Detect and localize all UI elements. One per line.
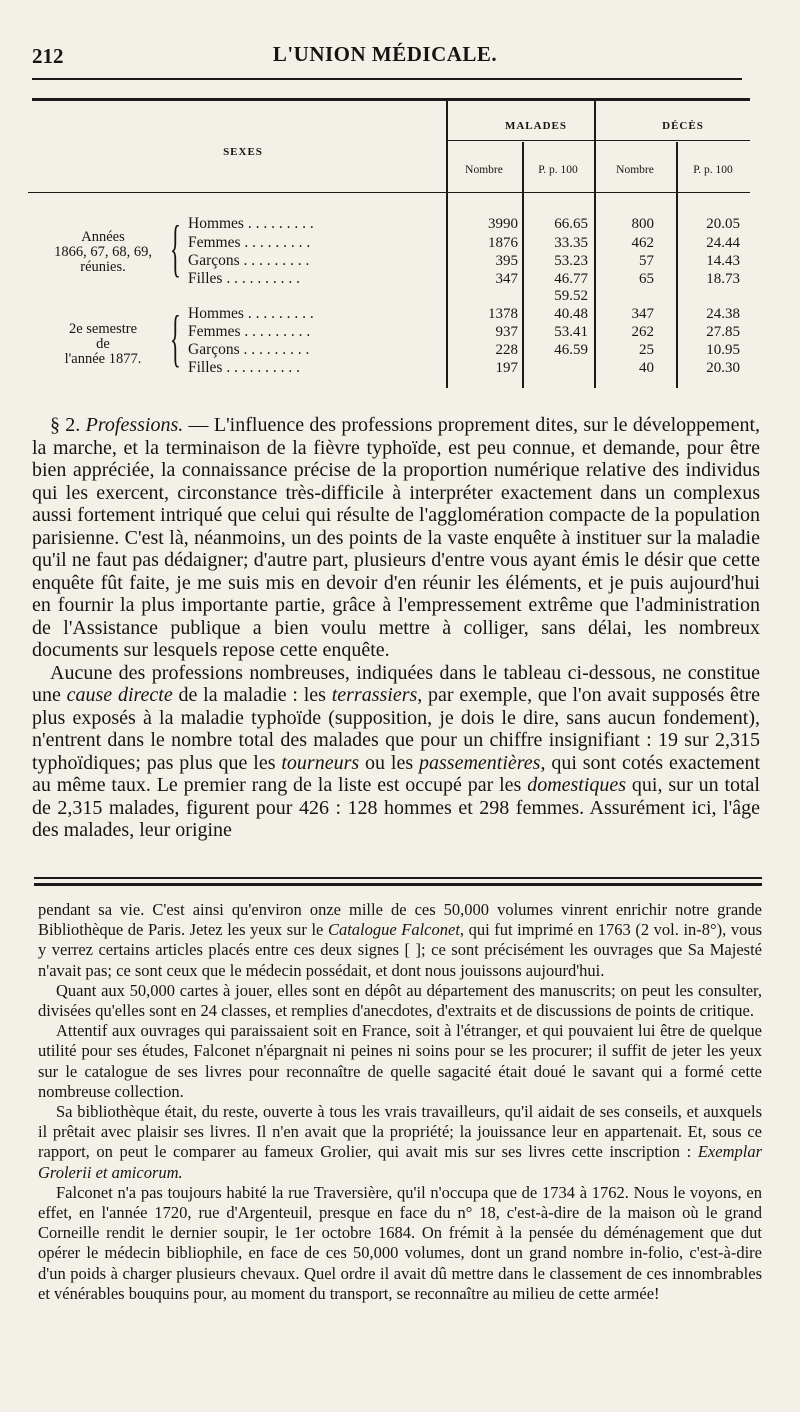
paragraph-text: Aucune des professions nombreuses, indiquées dans le tableau ci-dessous, ne constitue une xyxy=(32,661,760,706)
malades-count: 1876 xyxy=(488,235,518,251)
page-number: 212 xyxy=(32,44,64,68)
section-heading: Professions. xyxy=(85,414,184,436)
subheader-deces-nombre: Nombre xyxy=(616,164,654,176)
malades-count: 937 xyxy=(495,324,518,340)
page-header xyxy=(32,42,738,72)
deces-pct: 27.85 xyxy=(706,324,740,340)
brace-glyph: { xyxy=(170,212,181,283)
deces-pct: 10.95 xyxy=(706,342,740,358)
paragraph-professions xyxy=(32,414,760,662)
table-header-rule xyxy=(28,192,750,193)
paragraph-text: , qui fut imprimé en 1763 (2 vol. in-8°), vous y verrez certains articles placés entre ces deux signes [ ]; ce sont précisément les ouvrages que Sa Majesté n'avait pas; ce sont ceux que le médecin possédait, et dont nous jouissons aujourd'hui. xyxy=(38,920,762,980)
group-label-line: 1866, 67, 68, 69, xyxy=(54,244,152,260)
sex-label: Femmes . . . . . . . . . xyxy=(188,234,311,251)
sex-label: Garçons . . . . . . . . . xyxy=(188,341,310,358)
deces-count: 57 xyxy=(639,253,654,269)
italic-term: tourneurs xyxy=(281,751,360,774)
body-text xyxy=(32,414,760,842)
malades-pct: 40.48 xyxy=(554,306,588,322)
malades-count: 197 xyxy=(495,360,518,376)
malades-pct: 46.77 xyxy=(554,271,588,287)
header-deces: DÉCÈS xyxy=(662,120,704,132)
subheader-malades-pct: P. p. 100 xyxy=(538,164,578,176)
statistics-table xyxy=(28,98,750,393)
header-sexes: SEXES xyxy=(223,146,263,158)
deces-count: 262 xyxy=(631,324,654,340)
malades-pct: 53.41 xyxy=(554,324,588,340)
malades-count: 228 xyxy=(495,342,518,358)
deces-subrule xyxy=(594,140,750,141)
italic-term: Catalogue Falconet xyxy=(327,920,460,940)
paragraph-text: , qui sont cotés exactement au même taux. Le premier rang de la liste est occupé par les xyxy=(32,751,761,796)
deces-count: 462 xyxy=(631,235,654,251)
feuilleton-paragraph: Quant aux 50,000 cartes à jouer, elles sont en dépôt au département des manuscrits; on peut les consulter, divisées qu'elles sont en 24 classes, et remplies d'anecdotes, d'extraits et de discussions de points de critique. xyxy=(38,980,762,1021)
section-sign: § 2. xyxy=(50,414,81,436)
malades-subrule xyxy=(448,140,594,141)
feuilleton-paragraph: Attentif aux ouvrages qui paraissaient soit en France, soit à l'étranger, et qui pouvaient lui être de quelque utilité pour ses études, Falconet n'épargnait ni peines ni soins pour se les procurer; il suffit de jeter les yeux sur le catalogue de ses livres pour reconnaître de quelle sagacité était doué le savant qui a formé cette nombreuse collection. xyxy=(38,1021,762,1101)
deces-pct: 24.44 xyxy=(706,235,740,251)
journal-title: L'UNION MÉDICALE. xyxy=(272,42,498,66)
sex-label: Hommes . . . . . . . . . xyxy=(188,305,314,322)
feuilleton-rule-thin xyxy=(34,877,762,879)
malades-count: 3990 xyxy=(488,216,518,232)
malades-pct: 46.59 xyxy=(554,342,588,358)
paragraph-text: ou les xyxy=(359,751,419,774)
deces-pct: 18.73 xyxy=(706,271,740,287)
feuilleton-text xyxy=(38,900,762,1304)
feuilleton-rule-thick xyxy=(34,883,762,886)
deces-pct: 14.43 xyxy=(706,253,740,269)
italic-term: domestiques xyxy=(527,774,627,796)
subheader-deces-pct: P. p. 100 xyxy=(693,164,733,176)
brace-glyph: { xyxy=(170,302,181,373)
deces-count: 347 xyxy=(631,306,654,322)
malades-pct: 66.65 xyxy=(554,216,588,232)
paragraph-text: , par exemple, que l'on avait supposés être plus exposés à la maladie typhoïde (supposition, je dois le dire, sans aucun fondement), n'entrent dans le nombre total des malades que pour un chiffre insignifiant : 19 sur 2,315 typhoïdiques; pas plus que les xyxy=(32,684,760,774)
feuilleton-paragraph xyxy=(38,900,762,981)
malades-count: 395 xyxy=(495,253,518,269)
italic-term: cause directe xyxy=(66,684,173,706)
italic-term: terrassiers xyxy=(331,684,418,706)
group-label xyxy=(28,230,178,275)
paragraph-text: pendant sa vie. C'est ainsi qu'environ onze mille de ces 50,000 volumes vinrent enrichir notre grande Bibliothèque de Paris. Jetez les yeux sur le xyxy=(38,900,762,940)
paragraph-aucune xyxy=(32,662,760,842)
paragraph-text: Sa bibliothèque était, du reste, ouverte à tous les vrais travailleurs, qu'il aidait de ses conseils, et auxquels il prêtait avec plaisir ses livres. Il n'en avait que la propriété; la jouissance leur en appartenait. Et, sous ce rapport, on peut le comparer au fameux Grolier, qui avait mis sur ses livres cette inscription : xyxy=(38,1102,762,1162)
group-label xyxy=(28,322,178,367)
header-malades: MALADES xyxy=(504,120,567,132)
deces-count: 800 xyxy=(631,216,654,232)
subheader-malades-nombre: Nombre xyxy=(465,164,503,176)
malades-pct: 33.35 xyxy=(554,235,588,251)
feuilleton-paragraph: Falconet n'a pas toujours habité la rue Traversière, qu'il n'occupa que de 1734 à 1762. Nous le voyons, en effet, en l'année 1720, rue d'Argenteuil, presque en face du n° 18, c'est-à-dire de la maison où le grand Corneille rendit le dernier soupir, le 1er octobre 1684. On frémit à la pensée du déménagement que dut opérer le médecin bibliophile, en face de ces 50,000 volumes, dont un grand nombre in-folio, c'est-à-dire d'un poids à charger plusieurs chevaux. Quel ordre il avait dû mettre dans le classement de ces innombrables et vénérables bouquins pour, au moment du transport, se reconnaître au milieu de cette armée! xyxy=(38,1182,762,1303)
group-label-line: de xyxy=(96,336,110,352)
malades-pct: 53.23 xyxy=(554,253,588,269)
sex-label: Femmes . . . . . . . . . xyxy=(188,323,311,340)
sex-label: Filles . . . . . . . . . . xyxy=(188,270,300,287)
malades-count: 1378 xyxy=(488,306,518,322)
italic-term: Exemplar Grolerii et amicorum. xyxy=(38,1142,762,1182)
deces-count: 25 xyxy=(639,342,654,358)
sex-label: Filles . . . . . . . . . . xyxy=(188,359,300,376)
deces-count: 65 xyxy=(639,271,654,287)
deces-pct: 20.30 xyxy=(706,360,740,376)
group-label-line: réunies. xyxy=(80,259,126,275)
header-rule xyxy=(32,78,742,80)
malades-count: 347 xyxy=(495,271,518,287)
group-label-line: l'année 1877. xyxy=(64,351,142,367)
paragraph-text: qui, sur un total de 2,315 malades, figurent pour 426 : 128 hommes et 298 femmes. Assurément ici, l'âge des malades, leur origine xyxy=(32,774,760,841)
italic-term: passementières xyxy=(419,751,541,774)
malades-pct-total: 59.52 xyxy=(554,288,588,304)
sex-label: Hommes . . . . . . . . . xyxy=(188,215,314,232)
deces-pct: 20.05 xyxy=(706,216,740,232)
paragraph-text: — L'influence des professions proprement dites, sur le développement, la marche, et la terminaison de la fièvre typhoïde, est peu connue, et demande, pour être bien appréciée, la connaissance précise de la proportion numérique relative des individus qui les exercent, circonstance très-difficile à interpréter exactement dans un complexus aussi fortement intriqué que celui qui résulte de l'agglomération compacte de la population parisienne. C'est là, néanmoins, un des points de la vaste enquête à instituer sur la maladie qu'il ne faut pas dédaigner; d'autre part, plusieurs d'entre vous ayant émis le désir que cette enquête fût faite, je me suis mis en devoir d'en réunir les éléments, et je puis aujourd'hui en fournir la plus importante partie, grâce à l'empressement extrême que l'administration de l'Assistance publique a bien voulu mettre à colliger, sans délai, les nombreux documents sur lesquels repose cette enquête. xyxy=(32,414,760,661)
sex-label: Garçons . . . . . . . . . xyxy=(188,252,310,269)
deces-count: 40 xyxy=(639,360,654,376)
deces-pct: 24.38 xyxy=(706,306,740,322)
group-label-line: Années xyxy=(81,229,125,245)
paragraph-text: de la maladie : les xyxy=(172,684,332,706)
feuilleton-paragraph xyxy=(38,1102,762,1183)
group-label-line: 2e semestre xyxy=(68,321,138,337)
